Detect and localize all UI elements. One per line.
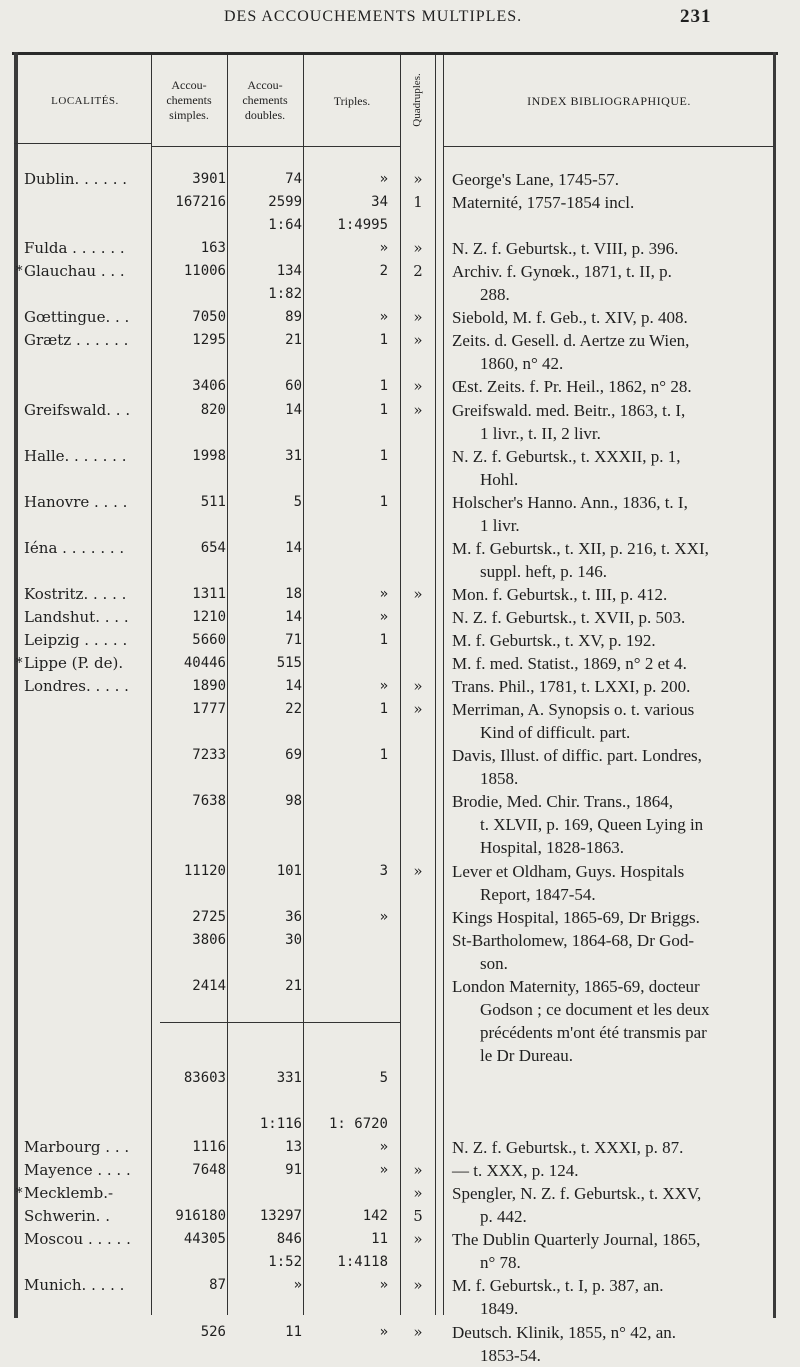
- simple-births-value: 2725: [192, 908, 226, 925]
- footnote-asterisk: *: [16, 264, 23, 280]
- bibliography-entry: The Dublin Quarterly Journal, 1865,: [452, 1230, 701, 1250]
- table-row: [0, 721, 800, 744]
- simple-births-value: 167216: [175, 194, 226, 211]
- simple-births-value: 526: [200, 1323, 226, 1340]
- header-doubles: Accou- chements doubles.: [242, 78, 288, 122]
- locality-name: Fulda . . . . . .: [24, 239, 125, 258]
- bibliography-continuation: Hospital, 1828-1863.: [480, 838, 625, 858]
- twin-births-value: 1:64: [268, 217, 302, 234]
- bibliography-entry: George's Lane, 1745-57.: [452, 170, 620, 189]
- twin-births-value: 14: [285, 539, 302, 556]
- simple-births-value: 5660: [192, 632, 226, 648]
- locality-name: Iéna . . . . . . .: [24, 538, 125, 557]
- table-row: [0, 836, 800, 859]
- twin-births-value: 31: [285, 447, 302, 464]
- table-row: [0, 491, 800, 514]
- triplets-value: »: [379, 1139, 388, 1156]
- simple-births-value: 44305: [183, 1231, 226, 1248]
- simple-births-value: 1116: [192, 1139, 226, 1156]
- bibliography-entry: M. f. Geburtsk., t. XV, p. 192.: [452, 631, 656, 650]
- simple-births-value: 2414: [192, 977, 226, 994]
- bibliography-continuation: Report, 1847-54.: [480, 884, 596, 904]
- twin-births-value: 22: [285, 701, 302, 718]
- triplets-value: »: [379, 1277, 388, 1294]
- header-localites: LOCALITÉS.: [51, 95, 119, 107]
- twin-births-value: 18: [285, 585, 302, 602]
- table-row: [0, 422, 800, 445]
- twin-births-value: 91: [285, 1162, 302, 1179]
- quadruplets-value: »: [413, 170, 423, 188]
- header-triples: Triples.: [333, 94, 371, 108]
- table-row: [0, 744, 800, 767]
- table-row: [0, 399, 800, 422]
- twin-births-value: 13297: [259, 1208, 302, 1225]
- bibliography-continuation: t. XLVII, p. 169, Queen Lying in: [480, 815, 704, 835]
- triplets-value: 1: [379, 632, 388, 648]
- bibliography-continuation: suppl. heft, p. 146.: [480, 561, 608, 581]
- table-row: [0, 629, 800, 652]
- bibliography-entry: Lever et Oldham, Guys. Hospitals: [452, 861, 685, 881]
- quadruplets-value: »: [413, 331, 423, 350]
- bibliography-entry: Zeits. d. Gesell. d. Aertze zu Wien,: [452, 331, 690, 351]
- table-row: [0, 1159, 800, 1182]
- bibliography-entry: N. Z. f. Geburtsk., t. XVII, p. 503.: [452, 607, 686, 627]
- twin-births-value: 71: [285, 632, 302, 648]
- table-row: [0, 237, 800, 260]
- header-index: INDEX BIBLIOGRAPHIQUE.: [527, 94, 691, 108]
- twin-births-value: 1:116: [259, 1116, 302, 1133]
- triplets-value: 1: [379, 493, 388, 510]
- triplets-value: »: [379, 1323, 388, 1340]
- bibliography-continuation: Hohl.: [480, 469, 519, 489]
- bibliography-entry: Deutsch. Klinik, 1855, n° 42, an.: [452, 1322, 676, 1342]
- simple-births-value: 1311: [192, 585, 226, 602]
- table-row: [0, 1228, 800, 1251]
- twin-births-value: 846: [276, 1231, 302, 1248]
- table-row: [0, 537, 800, 560]
- quadruplets-value: »: [413, 1276, 423, 1295]
- twin-births-value: 1:52: [268, 1254, 302, 1271]
- triplets-value: »: [379, 1162, 388, 1179]
- bibliography-entry: M. f. Geburtsk., t. XII, p. 216, t. XXI,: [452, 538, 709, 558]
- simple-births-value: 83603: [183, 1069, 226, 1086]
- table-row: [0, 560, 800, 583]
- triplets-value: 1: [379, 747, 388, 764]
- triplets-value: 1: [379, 447, 388, 464]
- twin-births-value: 1:82: [268, 286, 302, 303]
- table-row: [0, 329, 800, 352]
- table-row: [0, 168, 800, 191]
- table-row: [0, 1044, 800, 1067]
- triplets-value: »: [379, 309, 388, 326]
- simple-births-value: 511: [200, 493, 226, 510]
- bibliography-entry: St-Bartholomew, 1864-68, Dr God-: [452, 930, 695, 950]
- table-row: [0, 1344, 800, 1367]
- simple-births-value: 3901: [192, 171, 226, 187]
- locality-name: Mecklemb.-: [24, 1184, 114, 1203]
- bibliography-continuation: Kind of difficult. part.: [480, 723, 631, 743]
- table-row: [0, 906, 800, 929]
- table-row: [0, 514, 800, 537]
- bibliography-entry: N. Z. f. Geburtsk., t. XXXI, p. 87.: [452, 1138, 684, 1158]
- running-title: DES ACCOUCHEMENTS MULTIPLES.: [224, 8, 523, 25]
- table-row: [0, 1297, 800, 1320]
- bibliography-continuation: 288.: [480, 285, 510, 305]
- table-row: [0, 952, 800, 975]
- table-row: [0, 813, 800, 836]
- table-row: [0, 1113, 800, 1136]
- locality-name: Gœttingue. . .: [24, 308, 130, 327]
- table-row: [0, 445, 800, 468]
- twin-births-value: 14: [285, 608, 302, 625]
- table-row: [0, 191, 800, 214]
- locality-name: Lippe (P. de).: [24, 654, 124, 673]
- quadruplets-value: »: [413, 308, 423, 327]
- quadruplets-value: »: [413, 1184, 423, 1203]
- table-row: [0, 790, 800, 813]
- twin-births-value: 30: [285, 931, 302, 948]
- table-row: [0, 283, 800, 306]
- bibliography-entry: Davis, Illust. of diffic. part. Londres,: [452, 746, 702, 766]
- locality-name: Munich. . . . .: [24, 1276, 125, 1295]
- bibliography-continuation: p. 442.: [480, 1207, 527, 1227]
- quadruplets-value: »: [413, 700, 423, 719]
- quadruplets-value: »: [413, 239, 423, 258]
- bibliography-entry: Greifswald. med. Beitr., 1863, t. I,: [452, 400, 686, 420]
- twin-births-value: 2599: [268, 194, 302, 211]
- quadruplets-value: »: [413, 1161, 423, 1180]
- simple-births-value: 11006: [183, 263, 226, 280]
- locality-name: Glauchau . . .: [24, 262, 125, 281]
- simple-births-value: 11120: [183, 862, 226, 879]
- bibliography-continuation: le Dr Dureau.: [480, 1045, 573, 1065]
- simple-births-value: 7233: [192, 747, 226, 764]
- table-row: [0, 675, 800, 698]
- bibliography-continuation: 1 livr.: [480, 515, 520, 535]
- table-row: [0, 352, 800, 375]
- triplets-value: 3: [379, 862, 388, 879]
- twin-births-value: 21: [285, 977, 302, 994]
- footnote-asterisk: *: [16, 1186, 23, 1202]
- table-row: [0, 1274, 800, 1297]
- quadruplets-value: 2: [413, 262, 423, 281]
- quadruplets-value: »: [413, 861, 423, 880]
- bibliography-continuation: 1860, n° 42.: [480, 354, 564, 374]
- quadruplets-value: »: [413, 400, 423, 419]
- table-row: [0, 1021, 800, 1044]
- bibliography-entry: N. Z. f. Geburtsk., t. XXXII, p. 1,: [452, 446, 681, 466]
- table-row: [0, 1182, 800, 1205]
- bibliography-entry: Trans. Phil., 1781, t. LXXI, p. 200.: [452, 677, 691, 697]
- triplets-value: 1:4118: [337, 1254, 388, 1271]
- locality-name: Kostritz. . . . .: [24, 584, 127, 603]
- locality-name: Moscou . . . . .: [24, 1230, 131, 1249]
- bibliography-entry: Merriman, A. Synopsis o. t. various: [452, 700, 695, 720]
- locality-name: Greifswald. . .: [24, 400, 131, 419]
- header-simples: Accou- chements simples.: [166, 78, 212, 122]
- bibliography-entry: Holscher's Hanno. Ann., 1836, t. I,: [452, 492, 688, 512]
- twin-births-value: 14: [285, 678, 302, 695]
- table-row: [0, 583, 800, 606]
- locality-name: Leipzig . . . . .: [24, 631, 128, 649]
- bibliography-entry: — t. XXX, p. 124.: [452, 1161, 579, 1181]
- twin-births-value: 13: [285, 1139, 302, 1156]
- bibliography-continuation: 1849.: [480, 1299, 519, 1319]
- twin-births-value: 21: [285, 332, 302, 349]
- header-rule: [14, 143, 152, 144]
- bibliography-entry: Brodie, Med. Chir. Trans., 1864,: [452, 792, 674, 812]
- twin-births-value: 331: [276, 1069, 302, 1086]
- triplets-value: 1: [379, 378, 388, 395]
- locality-name: Halle. . . . . . .: [24, 446, 127, 465]
- table-row: [0, 260, 800, 283]
- twin-births-value: 36: [285, 908, 302, 925]
- quadruplets-value: »: [413, 377, 423, 396]
- simple-births-value: 7050: [192, 309, 226, 326]
- quadruplets-value: »: [413, 1322, 423, 1341]
- twin-births-value: 60: [285, 378, 302, 395]
- simple-births-value: 1890: [192, 678, 226, 695]
- table-row: [0, 883, 800, 906]
- bibliography-continuation: son.: [480, 953, 508, 973]
- table-row: [0, 1321, 800, 1344]
- bibliography-continuation: précédents m'ont été transmis par: [480, 1022, 707, 1042]
- quadruplets-value: »: [413, 677, 423, 696]
- simple-births-value: 163: [200, 240, 226, 257]
- triplets-value: 142: [362, 1208, 388, 1225]
- table-row: [0, 306, 800, 329]
- quadruplets-value: 5: [413, 1207, 423, 1226]
- twin-births-value: »: [293, 1277, 302, 1294]
- simple-births-value: 7638: [192, 793, 226, 810]
- bibliography-continuation: 1858.: [480, 769, 519, 789]
- bibliography-entry: Siebold, M. f. Geb., t. XIV, p. 408.: [452, 308, 688, 328]
- footnote-asterisk: *: [16, 656, 23, 672]
- bibliography-entry: M. f. med. Statist., 1869, n° 2 et 4.: [452, 654, 687, 674]
- table-row: [0, 975, 800, 998]
- triplets-value: 5: [379, 1069, 388, 1086]
- bibliography-entry: Kings Hospital, 1865-69, Dr Briggs.: [452, 907, 700, 927]
- twin-births-value: 74: [285, 171, 302, 187]
- simple-births-value: 7648: [192, 1162, 226, 1179]
- table-row: [0, 1136, 800, 1159]
- triplets-value: »: [379, 585, 388, 602]
- triplets-value: 1: 6720: [328, 1116, 388, 1133]
- twin-births-value: 515: [276, 655, 302, 672]
- bibliography-entry: Archiv. f. Gynœk., 1871, t. II, p.: [452, 262, 672, 282]
- table-row: [0, 860, 800, 883]
- bibliography-entry: Maternité, 1757-1854 incl.: [452, 193, 635, 213]
- simple-births-value: 1998: [192, 447, 226, 464]
- bibliography-continuation: Godson ; ce document et les deux: [480, 999, 710, 1019]
- twin-births-value: 98: [285, 793, 302, 810]
- table-row: [0, 767, 800, 790]
- bibliography-entry: M. f. Geburtsk., t. I, p. 387, an.: [452, 1276, 664, 1296]
- triplets-value: 1: [379, 701, 388, 718]
- table-row: [0, 698, 800, 721]
- triplets-value: 1:4995: [337, 217, 388, 234]
- simple-births-value: 654: [200, 539, 226, 556]
- quadruplets-value: »: [413, 1230, 423, 1249]
- simple-births-value: 3406: [192, 378, 226, 395]
- bibliography-continuation: n° 78.: [480, 1253, 521, 1273]
- bibliography-entry: London Maternity, 1865-69, docteur: [452, 976, 700, 996]
- bibliography-continuation: 1853-54.: [480, 1345, 541, 1365]
- locality-name: Marbourg . . .: [24, 1138, 130, 1157]
- twin-births-value: 14: [285, 401, 302, 418]
- locality-name: Hanovre . . . .: [24, 492, 128, 511]
- bibliography-entry: Spengler, N. Z. f. Geburtsk., t. XXV,: [452, 1184, 702, 1204]
- simple-births-value: 3806: [192, 931, 226, 948]
- bibliography-entry: Œst. Zeits. f. Pr. Heil., 1862, n° 28.: [452, 377, 692, 397]
- bibliography-entry: Mon. f. Geburtsk., t. III, p. 412.: [452, 584, 668, 604]
- twin-births-value: 101: [276, 862, 302, 879]
- simple-births-value: 40446: [183, 655, 226, 672]
- simple-births-value: 820: [200, 401, 226, 418]
- triplets-value: »: [379, 908, 388, 925]
- locality-name: Grætz . . . . . .: [24, 331, 129, 350]
- locality-name: Schwerin. .: [24, 1207, 110, 1226]
- table-row: [0, 606, 800, 629]
- twin-births-value: 134: [276, 263, 302, 280]
- header-rule: [152, 146, 400, 147]
- simple-births-value: 87: [209, 1277, 226, 1294]
- quadruplets-value: 1: [413, 193, 423, 212]
- simple-births-value: 1295: [192, 332, 226, 349]
- bibliography-entry: N. Z. f. Geburtsk., t. VIII, p. 396.: [452, 239, 679, 259]
- triplets-value: 34: [371, 194, 388, 211]
- triplets-value: 1: [379, 332, 388, 349]
- locality-name: Landshut. . . .: [24, 607, 129, 626]
- running-head: [0, 6, 800, 28]
- table-row: [0, 1251, 800, 1274]
- simple-births-value: 1777: [192, 701, 226, 718]
- triplets-value: 11: [371, 1231, 388, 1248]
- quadruplets-value: »: [413, 584, 423, 603]
- triplets-value: »: [379, 608, 388, 625]
- triplets-value: »: [379, 678, 388, 695]
- page-number: 231: [680, 6, 712, 27]
- table-row: [0, 468, 800, 491]
- locality-name: Mayence . . . .: [24, 1161, 131, 1180]
- table-row: [0, 929, 800, 952]
- table-row: [0, 1067, 800, 1090]
- header-rule: [444, 146, 774, 147]
- table-row: [0, 1205, 800, 1228]
- triplets-value: »: [379, 240, 388, 257]
- table-row: [0, 998, 800, 1021]
- triplets-value: 2: [379, 263, 388, 280]
- simple-births-value: 916180: [175, 1208, 226, 1225]
- table-row: [0, 214, 800, 237]
- twin-births-value: 89: [285, 309, 302, 326]
- table-row: [0, 375, 800, 398]
- triplets-value: 1: [379, 401, 388, 418]
- triplets-value: »: [379, 171, 388, 187]
- header-quadruples: Quadruples.: [411, 73, 423, 127]
- bibliography-continuation: 1 livr., t. II, 2 livr.: [480, 423, 601, 443]
- locality-name: Dublin. . . . . .: [24, 170, 127, 188]
- simple-births-value: 1210: [192, 608, 226, 625]
- twin-births-value: 11: [285, 1323, 302, 1340]
- twin-births-value: 69: [285, 747, 302, 764]
- table-row: [0, 652, 800, 675]
- locality-name: Londres. . . . .: [24, 677, 129, 696]
- twin-births-value: 5: [293, 493, 302, 510]
- table-row: [0, 1090, 800, 1113]
